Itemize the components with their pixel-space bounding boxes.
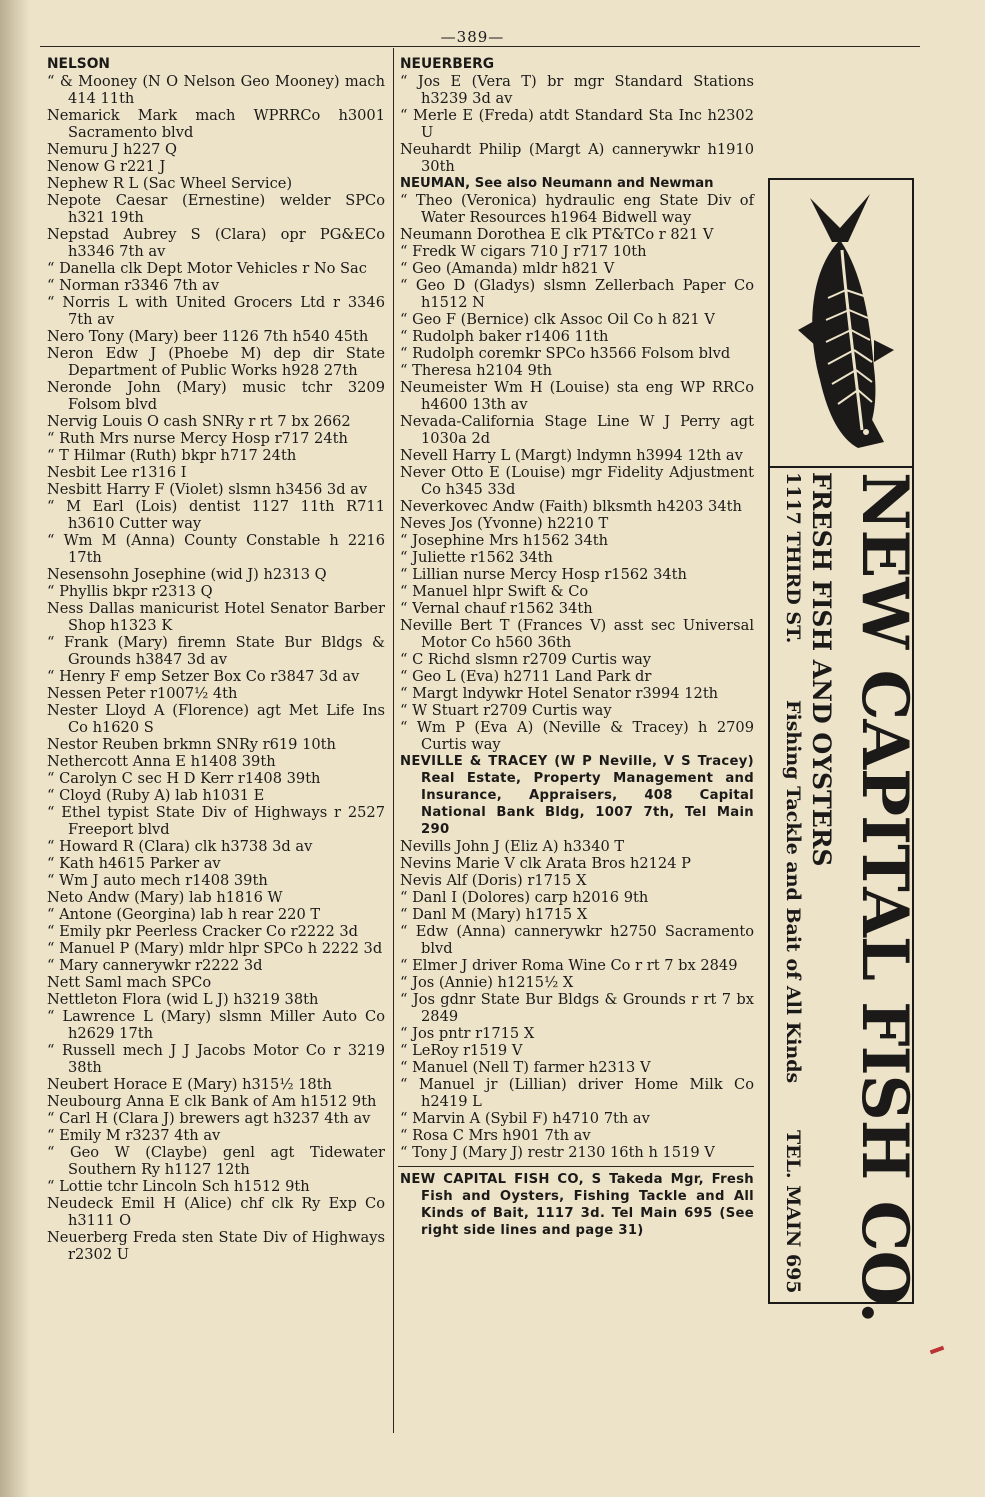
ad-tagline: Fishing Tackle and Bait of All Kinds xyxy=(782,700,804,1084)
directory-entry: Neudeck Emil H (Alice) chf clk Ry Exp Co h3111 O xyxy=(47,1195,385,1229)
directory-entry: Nevell Harry L (Margt) lndymn h3994 12th av xyxy=(400,447,743,464)
directory-entry: Neves Jos (Yvonne) h2210 T xyxy=(400,515,609,532)
directory-entry: “ Jos (Annie) h1215½ X xyxy=(400,974,574,991)
directory-entry: “ Antone (Georgina) lab h rear 220 T xyxy=(47,906,321,923)
ad-address: 1117 THIRD ST. xyxy=(782,472,804,644)
directory-entry: “ Jos E (Vera T) br mgr Standard Stations h3239 3d av xyxy=(400,73,754,107)
directory-entry: “ Danl I (Dolores) carp h2016 9th xyxy=(400,889,649,906)
directory-entry: Nemarick Mark mach WPRRCo h3001 Sacramento blvd xyxy=(47,107,385,141)
directory-entry: “ Tony J (Mary J) restr 2130 16th h 1519 V xyxy=(400,1144,715,1161)
directory-entry: “ Theresa h2104 9th xyxy=(400,362,553,379)
directory-entry: Neto Andw (Mary) lab h1816 W xyxy=(47,889,283,906)
directory-entry: Neron Edw J (Phoebe M) dep dir State Department of Public Works h928 27th xyxy=(47,345,385,379)
directory-entry: “ Jos pntr r1715 X xyxy=(400,1025,535,1042)
directory-entry: “ Merle E (Freda) atdt Standard Sta Inc h2302 U xyxy=(400,107,754,141)
advertisement-box xyxy=(768,178,922,1323)
directory-entry: “ Howard R (Clara) clk h3738 3d av xyxy=(47,838,313,855)
directory-entry: “ Wm J auto mech r1408 39th xyxy=(47,872,268,889)
directory-entry: “ Emily pkr Peerless Cracker Co r2222 3d xyxy=(47,923,359,940)
directory-column-left xyxy=(47,56,385,1263)
directory-entry: “ Carolyn C sec H D Kerr r1408 39th xyxy=(47,770,321,787)
directory-entry: “ T Hilmar (Ruth) bkpr h717 24th xyxy=(47,447,297,464)
directory-entry: Neumeister Wm H (Louise) sta eng WP RRCo h4600 13th av xyxy=(400,379,754,413)
directory-entry: “ Manuel hlpr Swift & Co xyxy=(400,583,589,600)
directory-entry: “ Rudolph baker r1406 11th xyxy=(400,328,609,345)
directory-entry: Nesbit Lee r1316 I xyxy=(47,464,187,481)
directory-entry: “ Russell mech J J Jacobs Motor Co r 3219 38th xyxy=(47,1042,385,1076)
directory-entry: “ Geo D (Gladys) slsmn Zellerbach Paper Co h1512 N xyxy=(400,277,754,311)
directory-entry: “ Josephine Mrs h1562 34th xyxy=(400,532,609,549)
directory-entry: NEUMAN, See also Neumann and Newman xyxy=(400,176,714,191)
directory-entry: Neville Bert T (Frances V) asst sec Universal Motor Co h560 36th xyxy=(400,617,754,651)
directory-entry: “ Rudolph coremkr SPCo h3566 Folsom blvd xyxy=(400,345,731,362)
directory-entry: “ Cloyd (Ruby A) lab h1031 E xyxy=(47,787,265,804)
directory-entry: Neverkovec Andw (Faith) blksmth h4203 34th xyxy=(400,498,742,515)
section-heading: NEUERBERG xyxy=(400,56,495,72)
directory-entry: “ Manuel jr (Lillian) driver Home Milk Co h2419 L xyxy=(400,1076,754,1110)
ad-company-name: NEW CAPITAL FISH CO. xyxy=(847,472,922,1323)
directory-entry: “ Norris L with United Grocers Ltd r 3346 7th av xyxy=(47,294,385,328)
directory-entry: Never Otto E (Louise) mgr Fidelity Adjustment Co h345 33d xyxy=(400,464,754,498)
directory-entry: Nessen Peter r1007½ 4th xyxy=(47,685,238,702)
directory-entry: “ C Richd slsmn r2709 Curtis way xyxy=(400,651,652,668)
directory-entry: “ Kath h4615 Parker av xyxy=(47,855,221,872)
directory-entry: “ Juliette r1562 34th xyxy=(400,549,553,566)
directory-entry: “ Manuel (Nell T) farmer h2313 V xyxy=(400,1059,651,1076)
directory-entry: “ Geo L (Eva) h2711 Land Park dr xyxy=(400,668,652,685)
directory-entry: “ Frank (Mary) firemn State Bur Bldgs & Grounds h3847 3d av xyxy=(47,634,385,668)
directory-entry: “ Wm M (Anna) County Constable h 2216 17th xyxy=(47,532,385,566)
directory-entry: “ Ethel typist State Div of Highways r 2527 Freeport blvd xyxy=(47,804,385,838)
directory-entry: Nevis Alf (Doris) r1715 X xyxy=(400,872,587,889)
margin-mark xyxy=(930,1346,945,1355)
directory-entry: “ Wm P (Eva A) (Neville & Tracey) h 2709 Curtis way xyxy=(400,719,754,753)
directory-entry: Neuhardt Philip (Margt A) cannerywkr h1910 30th xyxy=(400,141,754,175)
directory-entry: Nephew R L (Sac Wheel Service) xyxy=(47,175,293,192)
directory-entry: “ Margt lndywkr Hotel Senator r3994 12th xyxy=(400,685,719,702)
fish-skeleton-icon xyxy=(770,180,912,470)
directory-entry: “ Lillian nurse Mercy Hosp r1562 34th xyxy=(400,566,687,583)
directory-column-right xyxy=(400,56,754,1239)
ad-phone: TEL. MAIN 695 xyxy=(782,1130,804,1294)
directory-entry: “ Danella clk Dept Motor Vehicles r No Sac xyxy=(47,260,367,277)
directory-entry: “ LeRoy r1519 V xyxy=(400,1042,523,1059)
directory-entry: Nett Saml mach SPCo xyxy=(47,974,212,991)
directory-entry: Nevins Marie V clk Arata Bros h2124 P xyxy=(400,855,691,872)
entry-separator-rule xyxy=(398,1166,754,1167)
directory-entry: “ Geo (Amanda) mldr h821 V xyxy=(400,260,615,277)
top-rule xyxy=(40,46,920,47)
directory-entry: “ Manuel P (Mary) mldr hlpr SPCo h 2222 3d xyxy=(47,940,383,957)
directory-entry: “ Vernal chauf r1562 34th xyxy=(400,600,593,617)
directory-entry: “ Jos gdnr State Bur Bldgs & Grounds r rt 7 bx 2849 xyxy=(400,991,754,1025)
directory-entry: Neubourg Anna E clk Bank of Am h1512 9th xyxy=(47,1093,377,1110)
directory-entry: NEW CAPITAL FISH CO, S Takeda Mgr, Fresh Fish and Oysters, Fishing Tackle and All Kinds of Bait, 1117 3d. Tel Main 695 (See right side lines and page 31) xyxy=(400,1172,754,1238)
directory-entry: “ Elmer J driver Roma Wine Co r rt 7 bx 2849 xyxy=(400,957,738,974)
book-binding-shadow xyxy=(0,0,30,1497)
directory-entry: “ W Stuart r2709 Curtis way xyxy=(400,702,612,719)
directory-entry: “ Fredk W cigars 710 J r717 10th xyxy=(400,243,647,260)
directory-entry: Nesensohn Josephine (wid J) h2313 Q xyxy=(47,566,327,583)
directory-entry: Nester Lloyd A (Florence) agt Met Life Ins Co h1620 S xyxy=(47,702,385,736)
directory-entry: Nervig Louis O cash SNRy r rt 7 bx 2662 xyxy=(47,413,351,430)
directory-entry: Neumann Dorothea E clk PT&TCo r 821 V xyxy=(400,226,714,243)
directory-entry: Neubert Horace E (Mary) h315½ 18th xyxy=(47,1076,332,1093)
directory-entry: Neronde John (Mary) music tchr 3209 Folsom blvd xyxy=(47,379,385,413)
directory-entry: Ness Dallas manicurist Hotel Senator Barber Shop h1323 K xyxy=(47,600,385,634)
directory-entry: “ Mary cannerywkr r2222 3d xyxy=(47,957,263,974)
directory-entry: “ Emily M r3237 4th av xyxy=(47,1127,221,1144)
directory-entry: “ Edw (Anna) cannerywkr h2750 Sacramento blvd xyxy=(400,923,754,957)
directory-entry: Nestor Reuben brkmn SNRy r619 10th xyxy=(47,736,336,753)
directory-entry: “ Phyllis bkpr r2313 Q xyxy=(47,583,213,600)
directory-entry: “ Rosa C Mrs h901 7th av xyxy=(400,1127,591,1144)
directory-entry: “ Norman r3346 7th av xyxy=(47,277,220,294)
directory-entry: Nemuru J h227 Q xyxy=(47,141,178,158)
directory-entry: “ Danl M (Mary) h1715 X xyxy=(400,906,588,923)
directory-entry: Nesbitt Harry F (Violet) slsmn h3456 3d av xyxy=(47,481,368,498)
directory-entry: Nepstad Aubrey S (Clara) opr PG&ECo h3346 7th av xyxy=(47,226,385,260)
directory-entry: “ Lottie tchr Lincoln Sch h1512 9th xyxy=(47,1178,310,1195)
directory-entry: “ Geo W (Claybe) genl agt Tidewater Southern Ry h1127 12th xyxy=(47,1144,385,1178)
directory-entry: “ & Mooney (N O Nelson Geo Mooney) mach 414 11th xyxy=(47,73,385,107)
directory-entry: Nenow G r221 J xyxy=(47,158,166,175)
directory-entry: “ Carl H (Clara J) brewers agt h3237 4th av xyxy=(47,1110,371,1127)
directory-entry: “ Geo F (Bernice) clk Assoc Oil Co h 821 V xyxy=(400,311,715,328)
directory-entry: “ Marvin A (Sybil F) h4710 7th av xyxy=(400,1110,650,1127)
ad-divider xyxy=(770,466,912,468)
directory-entry: Nettleton Flora (wid L J) h3219 38th xyxy=(47,991,319,1008)
directory-entry: “ Henry F emp Setzer Box Co r3847 3d av xyxy=(47,668,360,685)
directory-entry: “ Lawrence L (Mary) slsmn Miller Auto Co h2629 17th xyxy=(47,1008,385,1042)
directory-entry: Neuerberg Freda sten State Div of Highways r2302 U xyxy=(47,1229,385,1263)
directory-entry: “ M Earl (Lois) dentist 1127 11th R711 h3610 Cutter way xyxy=(47,498,385,532)
directory-entry: Nepote Caesar (Ernestine) welder SPCo h321 19th xyxy=(47,192,385,226)
directory-entry: Nethercott Anna E h1408 39th xyxy=(47,753,276,770)
directory-entry: “ Theo (Veronica) hydraulic eng State Div of Water Resources h1964 Bidwell way xyxy=(400,192,754,226)
directory-entry: NEVILLE & TRACEY (W P Neville, V S Tracey) Real Estate, Property Management and Insurance, Appraisers, 408 Capital National Bank Bldg, 1007 7th, Tel Main 290 xyxy=(400,754,754,837)
directory-entry: “ Ruth Mrs nurse Mercy Hosp r717 24th xyxy=(47,430,348,447)
directory-entry: Nevills John J (Eliz A) h3340 T xyxy=(400,838,625,855)
directory-entry: Nero Tony (Mary) beer 1126 7th h540 45th xyxy=(47,328,369,345)
directory-entry: Nevada-California Stage Line W J Perry agt 1030a 2d xyxy=(400,413,754,447)
section-heading: NELSON xyxy=(47,56,110,72)
page-number: —389— xyxy=(440,28,505,46)
ad-fresh-fish-line: FRESH FISH AND OYSTERS xyxy=(807,472,836,867)
column-divider xyxy=(393,48,394,1433)
